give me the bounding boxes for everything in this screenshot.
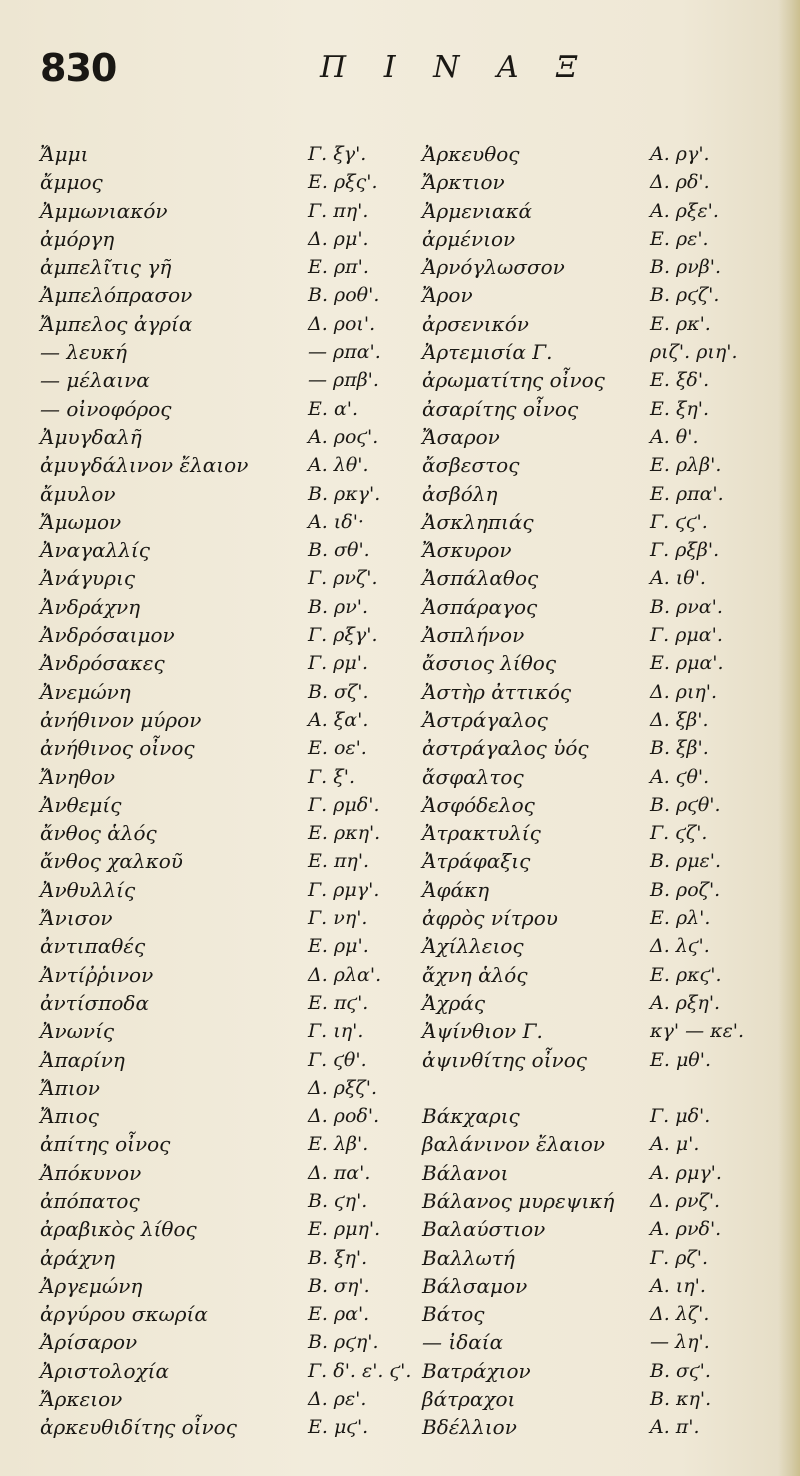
index-term: Ἄσκυρον [422,538,512,563]
index-entry [422,480,782,508]
index-entry [40,1357,420,1385]
index-reference: Γ. ρμδ'. [308,793,380,816]
index-entry [422,876,782,904]
index-entry [422,1046,782,1074]
index-column-left [40,140,420,1442]
index-term: Ἀμμωνιακόν [40,198,168,223]
index-entry [40,763,420,791]
index-reference: Δ. ξβ'. [650,708,709,731]
index-term: Βαλλωτή [422,1245,515,1270]
index-reference: Ε. λβ'. [308,1133,369,1156]
index-term: ἀρκευθιδίτης οἶνος [40,1415,237,1440]
index-term: ἀρσενικόν [422,311,529,336]
index-entry [40,564,420,592]
index-term: Βάλσαμον [422,1273,528,1298]
index-entry [40,1102,420,1130]
index-entry [422,1272,782,1300]
index-term: — οἰνοφόρος [40,396,172,421]
index-term: Ἀρμενιακά [422,198,533,223]
index-reference: Ε. ρκη'. [308,822,381,845]
index-term: Ἀνάγυρις [40,566,136,591]
index-entry [422,168,782,196]
index-entry [422,847,782,875]
index-term: Ἄμπελος ἀγρία [40,311,193,336]
index-term: Ἀνδράχνη [40,594,141,619]
index-term: Ἀνθυλλίς [40,877,136,902]
index-term: ἄσφαλτος [422,764,524,789]
index-term: Ἀσπάλαθος [422,566,539,591]
index-term: ἀρμένιον [422,226,516,251]
index-entry [40,791,420,819]
index-reference: Ε. μθ'. [650,1048,711,1071]
index-reference: Γ. ρμα'. [650,624,723,647]
index-reference: Δ. λϛ'. [650,935,710,958]
index-entry [40,904,420,932]
index-entry [40,536,420,564]
index-entry [40,876,420,904]
index-reference: Α. ρνδ'. [650,1218,722,1241]
index-reference: Δ. ροι'. [308,312,376,335]
index-reference: Β. σθ'. [308,539,370,562]
index-entry [422,706,782,734]
index-term: ἄνθος ἁλός [40,821,157,846]
index-term: Ἄρκτιον [422,170,505,195]
index-reference: Α. ιη'. [650,1274,706,1297]
index-entry [422,1357,782,1385]
index-reference: Δ. ρε'. [308,1388,367,1411]
index-reference: Δ. λζ'. [650,1303,710,1326]
index-entry [422,961,782,989]
index-term: ἀργύρου σκωρία [40,1302,208,1327]
index-column-right [422,140,782,1442]
index-term: Ἄρον [422,283,473,308]
index-term: Ἀσκληπιάς [422,509,534,534]
index-reference: Β. ρκγ'. [308,482,381,505]
index-term: ἄσσιος λίθος [422,651,557,676]
index-term: Ἀμυγδαλῆ [40,424,142,449]
index-term: Ἄμωμον [40,509,122,534]
index-entry [422,1017,782,1045]
index-reference: Β. σζ'. [308,680,369,703]
index-reference: Α. λθ'. [308,454,369,477]
index-entry [422,1187,782,1215]
index-term: ἀπίτης οἶνος [40,1132,171,1157]
index-reference: Ε. ρπα'. [650,482,724,505]
index-reference: Δ. ρμ'. [308,227,369,250]
index-entry [422,678,782,706]
index-entry [40,1074,420,1102]
index-term: Ἀρνόγλωσσον [422,255,565,280]
index-entry [40,932,420,960]
index-reference: Α. ροϛ'. [308,425,379,448]
index-term: Βατράχιον [422,1358,531,1383]
index-term: ἀντίσποδα [40,990,149,1015]
index-entry [422,649,782,677]
index-entry [422,1130,782,1158]
index-term: ἀψινθίτης οἶνος [422,1047,587,1072]
index-entry [40,961,420,989]
index-term: Ἀνδρόσακες [40,651,165,676]
index-reference: Δ. ριη'. [650,680,718,703]
index-reference: Ε. α'. [308,397,359,420]
index-entry [422,1159,782,1187]
index-reference: κγ' — κε'. [650,1020,745,1043]
index-entry [422,197,782,225]
index-term: ἀμπελῖτις γῆ [40,255,172,280]
index-reference: Β. ροζ'. [650,878,721,901]
index-entry [422,253,782,281]
index-entry [422,1300,782,1328]
index-term: Βάκχαρις [422,1104,520,1129]
index-term: Ἄνισον [40,906,113,931]
index-term: Ἀνεμώνη [40,679,131,704]
index-entry [40,1413,420,1441]
page-header [40,46,760,102]
index-reference: Ε. ρκϛ'. [650,963,722,986]
index-entry [422,281,782,309]
index-entry [40,197,420,225]
index-entry [40,734,420,762]
index-reference: Ε. ρα'. [308,1303,370,1326]
index-reference: Β. ρϛη'. [308,1331,379,1354]
index-reference: Γ. πη'. [308,199,369,222]
index-entry [422,1244,782,1272]
index-entry [422,423,782,451]
index-entry [40,1244,420,1272]
index-term: Βάλανοι [422,1160,509,1185]
index-reference: Β. ρϛθ'. [650,793,721,816]
index-term: ἄμυλον [40,481,116,506]
index-entry [422,819,782,847]
index-entry [40,847,420,875]
index-term: Ἀτρακτυλίς [422,821,541,846]
index-entry [40,678,420,706]
index-reference: ριζ'. ριη'. [650,341,738,364]
index-reference: — ρπβ'. [308,369,379,392]
index-reference: Β. ρμε'. [650,850,722,873]
index-reference: Β. ρν'. [308,595,369,618]
index-reference: Ε. ρκ'. [650,312,711,335]
index-term: ἄνθος χαλκοῦ [40,849,183,874]
index-term: ἄχνη ἁλός [422,962,528,987]
index-entry [422,1385,782,1413]
index-reference: Α. ργ'. [650,143,710,165]
index-entry [40,989,420,1017]
index-term: Ἀστράγαλος [422,707,548,732]
index-reference: Β. ση'. [308,1274,370,1297]
index-entry [40,423,420,451]
index-reference: Γ. μδ'. [650,1105,711,1128]
index-entry [40,621,420,649]
index-reference: Γ. ξγ'. [308,143,367,165]
index-entry [40,1046,420,1074]
index-reference: Ε. ρπ'. [308,256,369,279]
index-term: βάτραχοι [422,1387,516,1412]
index-term: ἄσβεστος [422,453,520,478]
index-entry [40,451,420,479]
index-reference: Δ. ροδ'. [308,1105,380,1128]
index-term: ἀμυγδάλινον ἔλαιον [40,453,249,478]
index-entry [40,480,420,508]
index-term: ἀσβόλη [422,481,498,506]
index-reference: Β. ρϛζ'. [650,284,720,307]
index-entry [40,366,420,394]
index-reference: Ε. ξδ'. [650,369,710,392]
index-term: ἀσαρίτης οἶνος [422,396,579,421]
index-entry [422,536,782,564]
index-entry [422,508,782,536]
index-reference: Δ. πα'. [308,1161,371,1184]
index-term: Ἀρτεμισία Γ. [422,340,553,365]
running-head: Π Ι Ν Α Ξ [320,50,592,85]
index-entry [422,366,782,394]
index-term: Ἀνθεμίς [40,792,122,817]
index-reference: Β. ξη'. [308,1246,368,1269]
index-term: Ἀνδρόσαιμον [40,623,175,648]
index-reference: Γ. ρμ'. [308,652,369,675]
index-reference: Ε. πη'. [308,850,370,873]
index-term: Ἄμμι [40,142,89,166]
index-term: Ἀψίνθιον Γ. [422,1019,543,1044]
index-reference: Γ. ιη'. [308,1020,364,1043]
index-term: Ἀνωνίς [40,1019,115,1044]
index-entry [40,1187,420,1215]
index-entry [40,140,420,168]
index-reference: Β. ρνβ'. [650,256,722,279]
index-entry [422,451,782,479]
index-reference: Α. ρμγ'. [650,1161,722,1184]
index-reference: Γ. ρζ'. [650,1246,708,1269]
index-term: Ἀναγαλλίς [40,538,150,563]
index-entry [422,989,782,1017]
index-reference: Γ. ξ'. [308,765,355,788]
index-term: Ἀριστολοχία [40,1358,169,1383]
index-reference: Γ. δ'. ε'. ϛ'. [308,1359,412,1382]
index-entry [40,338,420,366]
index-term: Ἄπιος [40,1104,99,1129]
index-entry [40,1272,420,1300]
index-entry [40,1300,420,1328]
index-term: Ἀτράφαξις [422,849,531,874]
index-entry [40,168,420,196]
index-entry [422,140,782,168]
index-entry [40,593,420,621]
index-term: Ἀπαρίνη [40,1047,125,1072]
index-term: Ἀργεμώνη [40,1273,143,1298]
index-reference: Β. κη'. [650,1388,712,1411]
index-term: Ἄπιον [40,1075,100,1100]
index-term: Ἀσπλήνον [422,623,525,648]
index-reference: Β. ροθ'. [308,284,380,307]
index-entry [422,734,782,762]
index-entry [422,225,782,253]
index-entry [422,564,782,592]
index-reference: Γ. νη'. [308,907,368,930]
index-reference: Α. ϛθ'. [650,765,710,788]
index-reference: Ε. ρμ'. [308,935,369,958]
index-term: Ἀχίλλειος [422,934,524,959]
index-reference: Α. ρξε'. [650,199,719,222]
index-entry [40,253,420,281]
index-reference: Ε. ρλβ'. [650,454,722,477]
index-reference: Ε. ρλ'. [650,907,711,930]
index-entry [40,1130,420,1158]
index-entry [40,1017,420,1045]
index-term: Ἄνηθον [40,764,116,789]
index-term: ἀπόπατος [40,1188,140,1213]
index-reference: Γ. ϛζ'. [650,822,708,845]
index-entry [40,508,420,536]
index-entry [422,1074,782,1102]
index-reference: Ε. ρμη'. [308,1218,381,1241]
index-reference: — λη'. [650,1331,710,1354]
index-term: ἀμόργη [40,226,115,251]
index-entry [40,819,420,847]
index-entry [422,310,782,338]
index-reference: Δ. ρνζ'. [650,1189,721,1212]
index-term: ἀραβικὸς λίθος [40,1217,197,1242]
index-term: Ἀφάκη [422,877,490,902]
index-entry [422,791,782,819]
index-entry [40,225,420,253]
index-term: Ἀσφόδελος [422,792,535,817]
index-term: Ἀπόκυνον [40,1160,142,1185]
index-term: Ἀχράς [422,990,486,1015]
index-term: Ἀμπελόπρασον [40,283,193,308]
index-term: Ἀρίσαρον [40,1330,138,1355]
index-entry [422,1215,782,1243]
index-term: Βάτος [422,1302,485,1327]
index-entry [422,593,782,621]
index-reference: Δ. ρξζ'. [308,1076,377,1099]
index-entry [422,338,782,366]
index-reference: Γ. ρνζ'. [308,567,378,590]
index-term: — λευκή [40,340,128,365]
index-reference: Γ. ρξβ'. [650,539,720,562]
index-reference: Α. ξα'. [308,708,369,731]
index-reference: Β. ρνα'. [650,595,723,618]
index-entry [40,1215,420,1243]
index-term: Βάλανος μυρεψική [422,1188,615,1213]
index-entry [422,904,782,932]
index-reference: Α. ιδ'· [308,510,364,533]
index-term: Βδέλλιον [422,1415,517,1440]
index-reference: Α. μ'. [650,1133,700,1156]
index-term: Ἀρκευθος [422,142,520,166]
index-term: Ἄσαρον [422,424,500,449]
index-entry [40,1385,420,1413]
index-term: ἀνήθινος οἶνος [40,736,195,761]
index-reference: Ε. ρε'. [650,227,709,250]
index-term: βαλάνινον ἔλαιον [422,1132,605,1157]
index-reference: Ε. ρξς'. [308,171,378,194]
index-reference: — ρπα'. [308,341,381,364]
index-term: — μέλαινα [40,368,150,393]
page-number: 830 [40,46,117,90]
index-term: ἀστράγαλος ὑός [422,736,589,761]
index-reference: Γ. ρμγ'. [308,878,380,901]
index-reference: Β. σϛ'. [650,1359,711,1382]
index-term: ἀρωματίτης οἶνος [422,368,605,393]
index-entry [422,395,782,423]
index-term: ἄμμος [40,170,103,195]
index-reference: Ε. μϛ'. [308,1416,369,1439]
index-term: Ἀντίῤῥινον [40,962,154,987]
index-reference: Β. ϛη'. [308,1189,368,1212]
index-reference: Δ. ρδ'. [650,171,710,194]
index-entry [40,281,420,309]
index-term: Ἄρκειον [40,1387,123,1412]
index-reference: Γ. ϛθ'. [308,1048,367,1071]
index-entry [40,649,420,677]
index-term: ἀφρὸς νίτρου [422,906,558,931]
index-term: ἀντιπαθές [40,934,146,959]
index-reference: Γ. ρξγ'. [308,624,378,647]
index-entry [422,1328,782,1356]
index-reference: Δ. ρλα'. [308,963,382,986]
index-term: Βαλαύστιον [422,1217,546,1242]
index-reference: Γ. ϛϛ'. [650,510,708,533]
index-reference: Ε. οε'. [308,737,367,760]
index-entry [40,1159,420,1187]
index-entry [40,310,420,338]
index-reference: Α. ιθ'. [650,567,706,590]
index-entry [422,763,782,791]
index-reference: Ε. ρμα'. [650,652,724,675]
index-term: Ἀσπάραγος [422,594,538,619]
index-entry [422,621,782,649]
index-reference: Ε. πϛ'. [308,991,369,1014]
index-term: ἀράχνη [40,1245,116,1270]
index-entry [40,1328,420,1356]
index-reference: Α. π'. [650,1416,700,1439]
index-entry [422,932,782,960]
index-reference: Ε. ξη'. [650,397,710,420]
index-entry [422,1413,782,1441]
index-reference: Α. θ'. [650,425,699,448]
index-term: Ἀστὴρ ἀττικός [422,679,572,704]
index-entry [422,1102,782,1130]
index-term: ἀνήθινον μύρον [40,707,202,732]
index-reference: Α. ρξη'. [650,991,721,1014]
index-reference: Β. ξβ'. [650,737,709,760]
index-term: — ἰδαία [422,1330,504,1355]
index-entry [40,395,420,423]
index-entry [40,706,420,734]
